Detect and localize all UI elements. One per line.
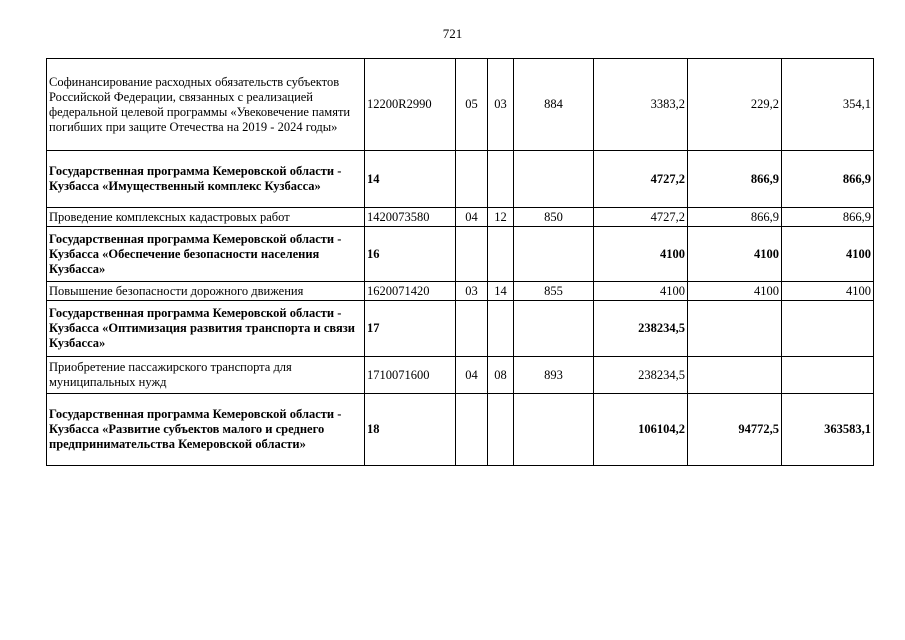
row-year2: 229,2 bbox=[688, 59, 782, 151]
row-year1: 4100 bbox=[594, 282, 688, 301]
row-subsection bbox=[488, 151, 514, 208]
table-row bbox=[47, 394, 874, 466]
row-code: 16 bbox=[365, 227, 456, 282]
row-year2: 94772,5 bbox=[688, 394, 782, 466]
row-subsection: 03 bbox=[488, 59, 514, 151]
page-number: 721 bbox=[442, 26, 463, 41]
row-code: 17 bbox=[365, 301, 456, 357]
row-year1: 4727,2 bbox=[594, 151, 688, 208]
row-section: 05 bbox=[456, 59, 488, 151]
row-year3: 354,1 bbox=[782, 59, 874, 151]
row-vr: 855 bbox=[514, 282, 594, 301]
row-year1: 106104,2 bbox=[594, 394, 688, 466]
row-year2: 4100 bbox=[688, 227, 782, 282]
row-year1: 4727,2 bbox=[594, 208, 688, 227]
row-name: Государственная программа Кемеровской области - Кузбасса «Имущественный комплекс Кузбасса» bbox=[47, 151, 365, 208]
row-name: Проведение комплексных кадастровых работ bbox=[47, 208, 365, 227]
table-row bbox=[47, 208, 874, 227]
row-vr bbox=[514, 151, 594, 208]
row-subsection: 12 bbox=[488, 208, 514, 227]
row-vr: 893 bbox=[514, 357, 594, 394]
row-year3: 363583,1 bbox=[782, 394, 874, 466]
row-section: 04 bbox=[456, 357, 488, 394]
row-year1: 4100 bbox=[594, 227, 688, 282]
row-year3 bbox=[782, 301, 874, 357]
table-row bbox=[47, 357, 874, 394]
row-section bbox=[456, 394, 488, 466]
row-name: Государственная программа Кемеровской области - Кузбасса «Обеспечение безопасности населения Кузбасса» bbox=[47, 227, 365, 282]
row-vr: 884 bbox=[514, 59, 594, 151]
budget-table bbox=[46, 58, 874, 466]
row-year2 bbox=[688, 357, 782, 394]
row-code: 18 bbox=[365, 394, 456, 466]
row-subsection bbox=[488, 301, 514, 357]
row-code: 1420073580 bbox=[365, 208, 456, 227]
row-vr bbox=[514, 301, 594, 357]
row-code: 1710071600 bbox=[365, 357, 456, 394]
row-vr bbox=[514, 394, 594, 466]
row-year3: 4100 bbox=[782, 282, 874, 301]
row-subsection: 14 bbox=[488, 282, 514, 301]
row-section: 04 bbox=[456, 208, 488, 227]
row-year1: 238234,5 bbox=[594, 357, 688, 394]
row-name: Государственная программа Кемеровской области - Кузбасса «Оптимизация развития транспорта и связи Кузбасса» bbox=[47, 301, 365, 357]
table-row bbox=[47, 59, 874, 151]
row-year3: 4100 bbox=[782, 227, 874, 282]
table-body bbox=[47, 59, 874, 466]
row-code: 14 bbox=[365, 151, 456, 208]
row-name: Государственная программа Кемеровской области - Кузбасса «Развитие субъектов малого и среднего предпринимательства Кемеровской области» bbox=[47, 394, 365, 466]
row-year2 bbox=[688, 301, 782, 357]
row-year2: 866,9 bbox=[688, 208, 782, 227]
row-code: 12200R2990 bbox=[365, 59, 456, 151]
row-section bbox=[456, 151, 488, 208]
row-year2: 4100 bbox=[688, 282, 782, 301]
row-year1: 238234,5 bbox=[594, 301, 688, 357]
row-section bbox=[456, 227, 488, 282]
row-year3: 866,9 bbox=[782, 151, 874, 208]
table-row bbox=[47, 151, 874, 208]
row-year3 bbox=[782, 357, 874, 394]
row-year1: 3383,2 bbox=[594, 59, 688, 151]
row-section: 03 bbox=[456, 282, 488, 301]
row-subsection: 08 bbox=[488, 357, 514, 394]
row-name: Софинансирование расходных обязательств субъектов Российской Федерации, связанных с реализацией федеральной целевой программы «Увековечение памяти погибших при защите Отечества на 2019 - 2024 годы» bbox=[47, 59, 365, 151]
table-row bbox=[47, 301, 874, 357]
table-row bbox=[47, 282, 874, 301]
row-subsection bbox=[488, 394, 514, 466]
row-subsection bbox=[488, 227, 514, 282]
row-vr bbox=[514, 227, 594, 282]
row-code: 1620071420 bbox=[365, 282, 456, 301]
table-row bbox=[47, 227, 874, 282]
row-name: Приобретение пассажирского транспорта для муниципальных нужд bbox=[47, 357, 365, 394]
row-vr: 850 bbox=[514, 208, 594, 227]
row-year2: 866,9 bbox=[688, 151, 782, 208]
row-name: Повышение безопасности дорожного движения bbox=[47, 282, 365, 301]
row-year3: 866,9 bbox=[782, 208, 874, 227]
row-section bbox=[456, 301, 488, 357]
